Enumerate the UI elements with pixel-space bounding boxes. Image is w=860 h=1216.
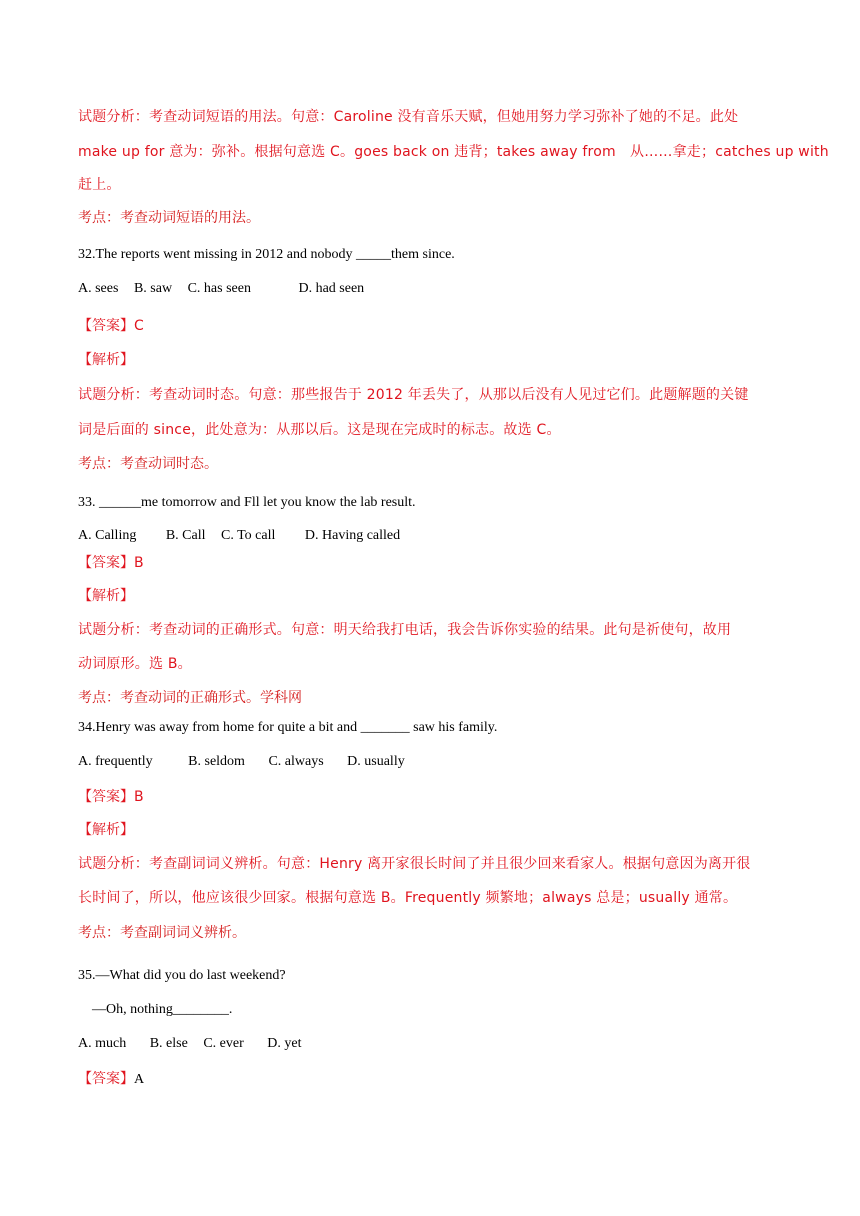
q34-option-c: C. always (268, 754, 324, 769)
q32-option-a: A. sees (78, 281, 119, 296)
q32-option-d: D. had seen (298, 281, 365, 296)
q34-point: 考点：考查副词词义辨析。 (78, 925, 246, 941)
q34-options (78, 755, 417, 769)
q33-analysis-line-2: 动词原形。选 B。 (78, 656, 192, 672)
q33-point: 考点：考查动词的正确形式。学科网 (78, 690, 302, 706)
q32-option-c: C. has seen (187, 281, 251, 296)
q34-option-a: A. frequently (78, 754, 153, 769)
q31-analysis-line-3: 赶上。 (78, 177, 121, 193)
q32-analysis-line-2: 词是后面的 since，此处意为：从那以后。这是现在完成时的标志。故选 C。 (78, 422, 561, 438)
q31-analysis-line-2: make up for 意为：弥补。根据句意选 C。goes back on 违背；takes away from 从……拿走；catches up with (78, 144, 829, 160)
q33-analysis-label: 【解析】 (78, 588, 134, 604)
q34-analysis-label: 【解析】 (78, 822, 134, 838)
q31-analysis-line-1: 试题分析：考查动词短语的用法。句意：Caroline 没有音乐天赋，但她用努力学习弥补了她的不足。此处 (78, 109, 739, 125)
q34-option-d: D. usually (347, 754, 405, 769)
q34-option-b: B. seldom (188, 754, 245, 769)
q32-analysis-line-1: 试题分析：考查动词时态。句意：那些报告于 2012 年丢失了，从那以后没有人见过它们。此题解题的关键 (78, 387, 749, 403)
q33-options (78, 529, 412, 543)
q35-answer (78, 1071, 144, 1087)
q32-option-b: B. saw (133, 281, 173, 296)
q32-analysis-label: 【解析】 (78, 352, 134, 368)
q35-option-c: C. ever (203, 1036, 244, 1051)
q32-options (78, 282, 376, 296)
q31-point: 考点：考查动词短语的用法。 (78, 210, 260, 226)
q35-question: 35.—What did you do last weekend? (78, 968, 286, 983)
q35-option-b: B. else (149, 1036, 188, 1051)
q33-option-c: C. To call (221, 528, 276, 543)
q33-option-a: A. Calling (78, 528, 137, 543)
q34-question: 34.Henry was away from home for quite a bit and _______ saw his family. (78, 720, 498, 735)
q34-analysis-line-2: 长时间了，所以，他应该很少回家。根据句意选 B。Frequently 频繁地；always 总是；usually 通常。 (78, 890, 738, 906)
q35-option-d: D. yet (267, 1036, 302, 1051)
q32-answer: 【答案】C (78, 318, 144, 334)
q33-option-b: B. Call (165, 528, 206, 543)
q33-question: 33. ______me tomorrow and Fll let you know the lab result. (78, 495, 416, 510)
q35-answer-label: 【答案】 (78, 1071, 134, 1087)
q35-option-a: A. much (78, 1036, 127, 1051)
q33-analysis-line-1: 试题分析：考查动词的正确形式。句意：明天给我打电话，我会告诉你实验的结果。此句是祈使句，故用 (78, 622, 732, 638)
q33-answer: 【答案】B (78, 555, 144, 571)
q34-analysis-line-1: 试题分析：考查副词词义辨析。句意：Henry 离开家很长时间了并且很少回来看家人。根据句意因为离开很 (78, 856, 751, 872)
q32-point: 考点：考查动词时态。 (78, 456, 218, 472)
q35-options (78, 1037, 313, 1051)
q32-question: 32.The reports went missing in 2012 and nobody _____them since. (78, 247, 455, 262)
q34-answer: 【答案】B (78, 789, 144, 805)
q33-option-d: D. Having called (304, 528, 401, 543)
q35-answer-value: A (134, 1072, 145, 1087)
q35-reply: —Oh, nothing________. (92, 1002, 233, 1017)
